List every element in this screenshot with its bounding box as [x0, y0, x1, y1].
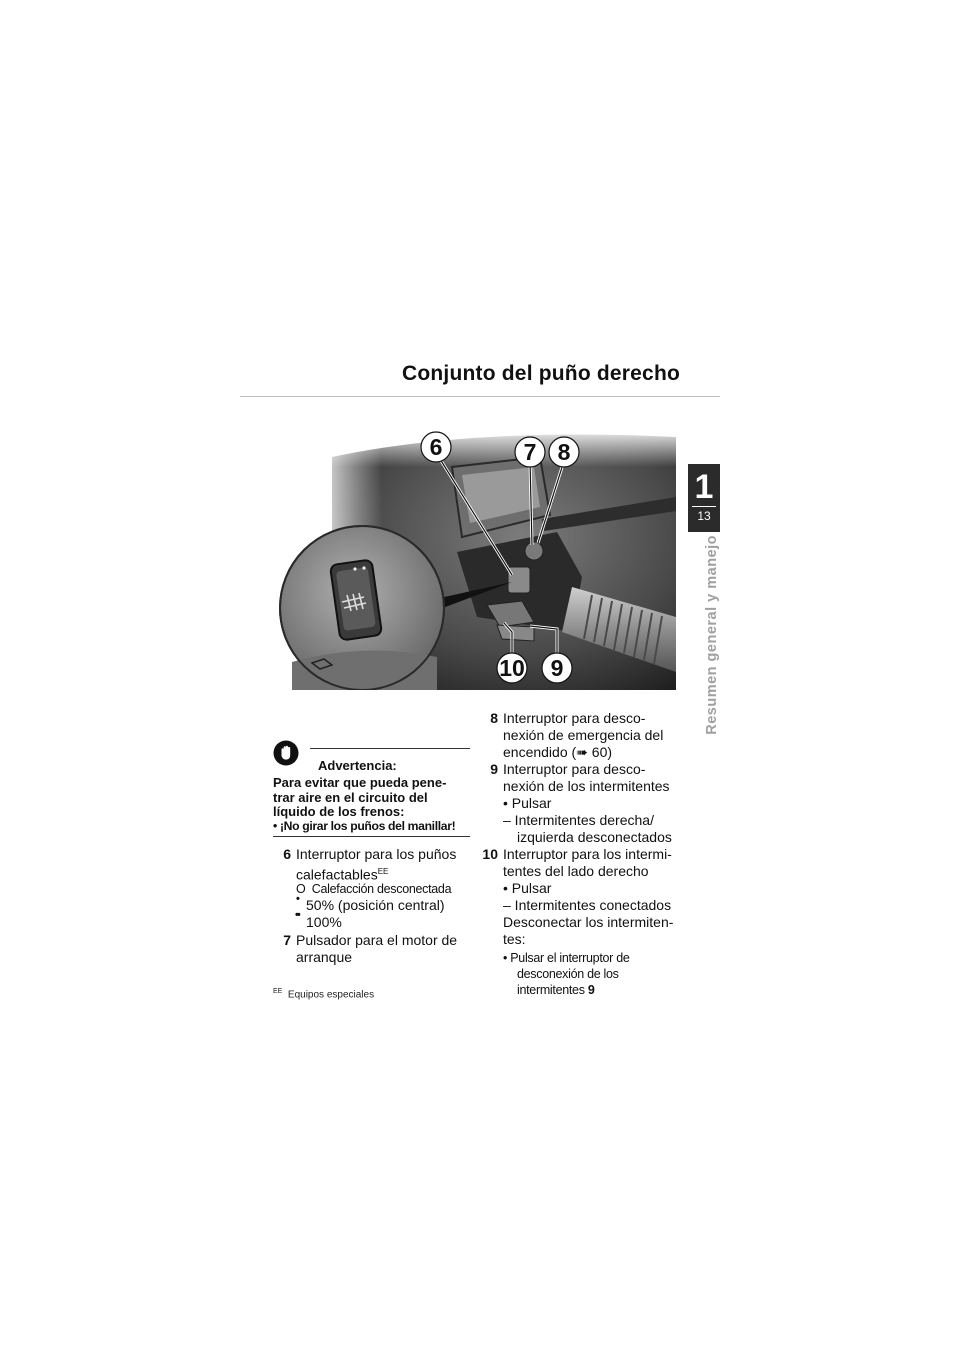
item-9-line: nexión de los intermitentes	[503, 778, 670, 794]
warning-title: Advertencia:	[318, 758, 397, 773]
option-half: 50% (posición central)	[306, 897, 445, 913]
item-10-sub-line	[517, 982, 595, 998]
item-10-line: tes:	[503, 931, 526, 947]
item-6-number: 6	[283, 846, 291, 862]
item-10-sub-ref: 9	[587, 983, 595, 997]
page-number: 13	[697, 509, 711, 523]
option-symbol-half: •	[296, 893, 300, 905]
item-6-text: calefactables	[296, 866, 378, 883]
item-10-sub-line: desconexión de los	[517, 967, 619, 981]
callout-8: 8	[557, 439, 571, 465]
footnote-text: Equipos especiales	[287, 989, 375, 1001]
tab-divider	[692, 506, 716, 507]
title-divider	[240, 396, 720, 397]
item-10-sub-text: intermitentes	[517, 983, 588, 997]
item-6-line: Interruptor para los puños	[296, 846, 457, 862]
item-10-line: • Pulsar	[503, 880, 552, 896]
option-off	[296, 881, 451, 897]
option-symbol: O	[296, 882, 306, 896]
item-7-line: arranque	[296, 949, 353, 965]
side-label-text: Resumen general y manejo	[704, 535, 720, 735]
item-10-line: Interruptor para los intermi-	[503, 846, 672, 862]
warning-line: trar aire en el circuito del	[273, 789, 428, 805]
handlebar-photo	[272, 427, 676, 690]
page-title: Conjunto del puño derecho	[402, 362, 680, 385]
chapter-number: 1	[694, 468, 714, 506]
item-8-number: 8	[490, 710, 498, 726]
item-10-line: tentes del lado derecho	[503, 863, 649, 879]
warning-rule-bottom	[273, 836, 470, 837]
footnote-sup: EE	[273, 988, 283, 995]
item-10-sub-line: • Pulsar el interruptor de	[503, 951, 630, 965]
footnote	[273, 988, 374, 1000]
item-9-number: 9	[490, 761, 498, 777]
item-10-number: 10	[482, 846, 498, 862]
callout-7: 7	[523, 439, 537, 465]
item-10-line: – Intermitentes conectados	[503, 897, 672, 913]
item-7-number: 7	[283, 932, 291, 948]
item-8-line: nexión de emergencia del	[503, 727, 664, 743]
warning-body	[273, 776, 478, 820]
item-8-line: Interruptor para desco-	[503, 710, 646, 726]
item-10-line: Desconectar los intermiten-	[503, 914, 674, 930]
item-6-sup: EE	[377, 867, 389, 876]
stop-hand-icon	[273, 740, 299, 766]
item-9-line: – Intermitentes derecha/	[503, 812, 654, 828]
option-symbol-full: ••	[295, 909, 299, 921]
option-text: Calefacción desconectada	[311, 882, 452, 896]
callout-10: 10	[499, 655, 525, 681]
warning-bullet: • ¡No girar los puños del manillar!	[273, 819, 456, 833]
item-8-line: encendido (➠ 60)	[503, 744, 613, 760]
warning-line: Para evitar que pueda pene-	[273, 775, 447, 790]
callout-9: 9	[550, 655, 564, 681]
option-full: 100%	[306, 914, 342, 930]
warning-rule-top	[310, 748, 470, 749]
item-7-line: Pulsador para el motor de	[296, 932, 458, 948]
item-9-line: izquierda desconectados	[517, 829, 672, 845]
warning-line: líquido de los frenos:	[273, 804, 405, 819]
callout-6: 6	[429, 434, 443, 460]
item-9-line: Interruptor para desco-	[503, 761, 646, 777]
item-9-line: • Pulsar	[503, 795, 552, 811]
